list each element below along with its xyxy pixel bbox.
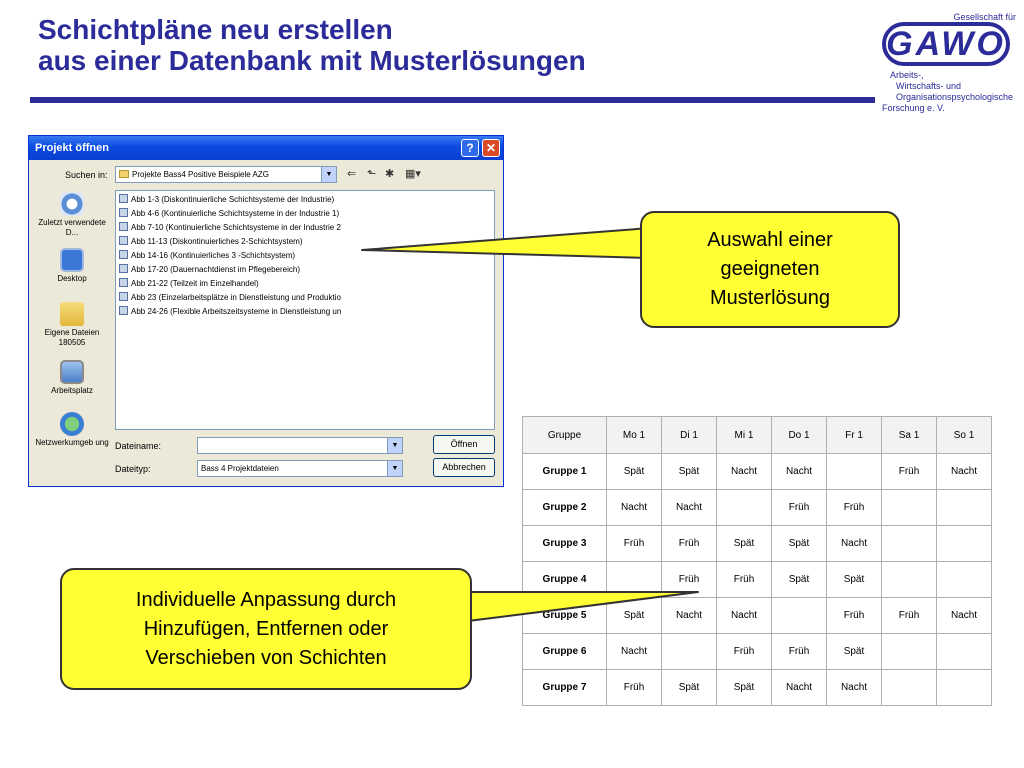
chevron-down-icon[interactable]: ▼ — [321, 167, 336, 182]
shift-cell[interactable]: Nacht — [827, 670, 882, 706]
callout-text: Auswahl einer geeigneten Musterlösung — [707, 229, 833, 309]
shift-cell[interactable]: Früh — [772, 490, 827, 526]
chevron-down-icon[interactable]: ▼ — [387, 438, 402, 453]
title-line-1: Schichtpläne neu erstellen — [38, 14, 393, 45]
shift-cell[interactable]: Spät — [717, 670, 772, 706]
shift-cell[interactable]: Früh — [717, 634, 772, 670]
file-name: Abb 14-16 (Kontinuierliches 3 -Schichtsystem) — [131, 251, 296, 260]
place-label: Netzwerkumgeb ung — [35, 438, 109, 447]
file-name: Abb 1-3 (Diskontinuierliche Schichtsysteme der Industrie) — [131, 195, 335, 204]
file-name: Abb 4-6 (Kontinuierliche Schichtsysteme in der Industrie 1) — [131, 209, 340, 218]
place-label: Eigene Dateien 180505 — [44, 328, 100, 347]
group-cell: Gruppe 5 — [523, 598, 607, 634]
shift-cell[interactable]: Früh — [827, 490, 882, 526]
shift-cell[interactable]: Nacht — [937, 454, 992, 490]
up-folder-icon[interactable]: ⬑ — [367, 168, 377, 180]
shift-cell[interactable]: Nacht — [607, 634, 662, 670]
column-header: Mo 1 — [607, 417, 662, 454]
shift-cell[interactable]: Nacht — [937, 598, 992, 634]
shift-cell[interactable]: Früh — [662, 526, 717, 562]
top-callout-pointer — [362, 228, 650, 258]
column-header: Di 1 — [662, 417, 717, 454]
shift-cell[interactable]: Spät — [607, 598, 662, 634]
close-button[interactable]: ✕ — [482, 139, 500, 157]
column-header: Mi 1 — [717, 417, 772, 454]
place-label: Desktop — [57, 274, 87, 283]
group-cell: Gruppe 2 — [523, 490, 607, 526]
shift-cell[interactable]: Spät — [607, 454, 662, 490]
shift-cell[interactable]: Früh — [607, 670, 662, 706]
shift-cell[interactable]: Nacht — [662, 490, 717, 526]
dialog-title: Projekt öffnen — [35, 142, 109, 154]
file-name: Abb 11-13 (Diskontinuierliches 2-Schichtsystem) — [131, 237, 303, 246]
shift-cell[interactable]: Spät — [827, 634, 882, 670]
column-header: Fr 1 — [827, 417, 882, 454]
shift-cell[interactable]: Spät — [717, 526, 772, 562]
bottom-callout-pointer — [460, 592, 698, 622]
file-name: Abb 21-22 (Teilzeit im Einzelhandel) — [131, 279, 259, 288]
shift-cell[interactable]: Früh — [662, 562, 717, 598]
file-name: Abb 17-20 (Dauernachtdienst im Pflegebereich) — [131, 265, 300, 274]
shift-cell[interactable]: Nacht — [662, 598, 717, 634]
shift-cell[interactable]: Nacht — [772, 454, 827, 490]
logo-mark: GAWO — [882, 22, 1010, 66]
column-header: Gruppe — [523, 417, 607, 454]
callout-adjust-shifts — [60, 568, 472, 690]
column-header: So 1 — [937, 417, 992, 454]
shift-cell[interactable]: Nacht — [717, 454, 772, 490]
group-cell: Gruppe 6 — [523, 634, 607, 670]
logo-top-text: Gesellschaft für — [953, 12, 1016, 22]
shift-cell[interactable]: Spät — [772, 526, 827, 562]
file-name: Abb 7-10 (Kontinuierliche Schichtsysteme in der Industrie 2 — [131, 223, 341, 232]
shift-cell[interactable]: Nacht — [717, 598, 772, 634]
file-name: Abb 23 (Einzelarbeitsplätze in Dienstleistung und Produktio — [131, 293, 341, 302]
logo-line: Wirtschafts- und — [896, 81, 962, 91]
cancel-button[interactable]: Abbrechen — [433, 458, 495, 477]
shift-cell[interactable]: Früh — [607, 526, 662, 562]
callout-text: Individuelle Anpassung durch Hinzufügen, Entfernen oder Verschieben von Schichten — [135, 588, 397, 669]
new-folder-icon[interactable]: ✱ — [385, 168, 395, 180]
shift-cell[interactable]: Früh — [882, 598, 937, 634]
open-button[interactable]: Öffnen — [433, 435, 495, 454]
group-cell: Gruppe 1 — [523, 454, 607, 490]
file-name: Abb 24-26 (Flexible Arbeitszeitsysteme in Dienstleistung un — [131, 307, 342, 316]
shift-cell[interactable]: Nacht — [827, 526, 882, 562]
shift-cell[interactable]: Spät — [827, 562, 882, 598]
column-header: Sa 1 — [882, 417, 937, 454]
column-header: Do 1 — [772, 417, 827, 454]
filename-label: Dateiname: — [115, 441, 162, 451]
shift-cell[interactable]: Früh — [882, 454, 937, 490]
shift-cell[interactable]: Nacht — [607, 490, 662, 526]
look-in-value: Projekte Bass4 Positive Beispiele AZG — [132, 170, 269, 179]
place-label: Zuletzt verwendete D... — [38, 218, 106, 237]
back-arrow-icon[interactable]: ⇐ — [347, 168, 357, 180]
look-in-label: Suchen in: — [65, 170, 108, 180]
help-button[interactable]: ? — [461, 139, 479, 157]
callout-select-template — [640, 211, 900, 328]
group-cell: Gruppe 7 — [523, 670, 607, 706]
group-cell: Gruppe 3 — [523, 526, 607, 562]
shift-cell[interactable]: Früh — [827, 598, 882, 634]
title-line-2: aus einer Datenbank mit Musterlösungen — [38, 45, 586, 76]
logo-line: Organisationspsychologische — [896, 92, 1014, 102]
shift-cell[interactable]: Spät — [662, 670, 717, 706]
logo-line: Forschung e. V. — [882, 103, 945, 113]
logo-line: Arbeits-, — [890, 70, 924, 80]
filetype-label: Dateityp: — [115, 464, 151, 474]
shift-cell[interactable]: Früh — [717, 562, 772, 598]
view-menu-icon[interactable]: ▦▾ — [405, 168, 421, 180]
shift-cell[interactable]: Spät — [772, 562, 827, 598]
chevron-down-icon[interactable]: ▼ — [387, 461, 402, 476]
filetype-value: Bass 4 Projektdateien — [201, 464, 279, 473]
place-label: Arbeitsplatz — [51, 386, 93, 395]
shift-cell[interactable]: Spät — [662, 454, 717, 490]
shift-cell[interactable]: Früh — [772, 634, 827, 670]
group-cell: Gruppe 4 — [523, 562, 607, 598]
shift-cell[interactable]: Nacht — [772, 670, 827, 706]
